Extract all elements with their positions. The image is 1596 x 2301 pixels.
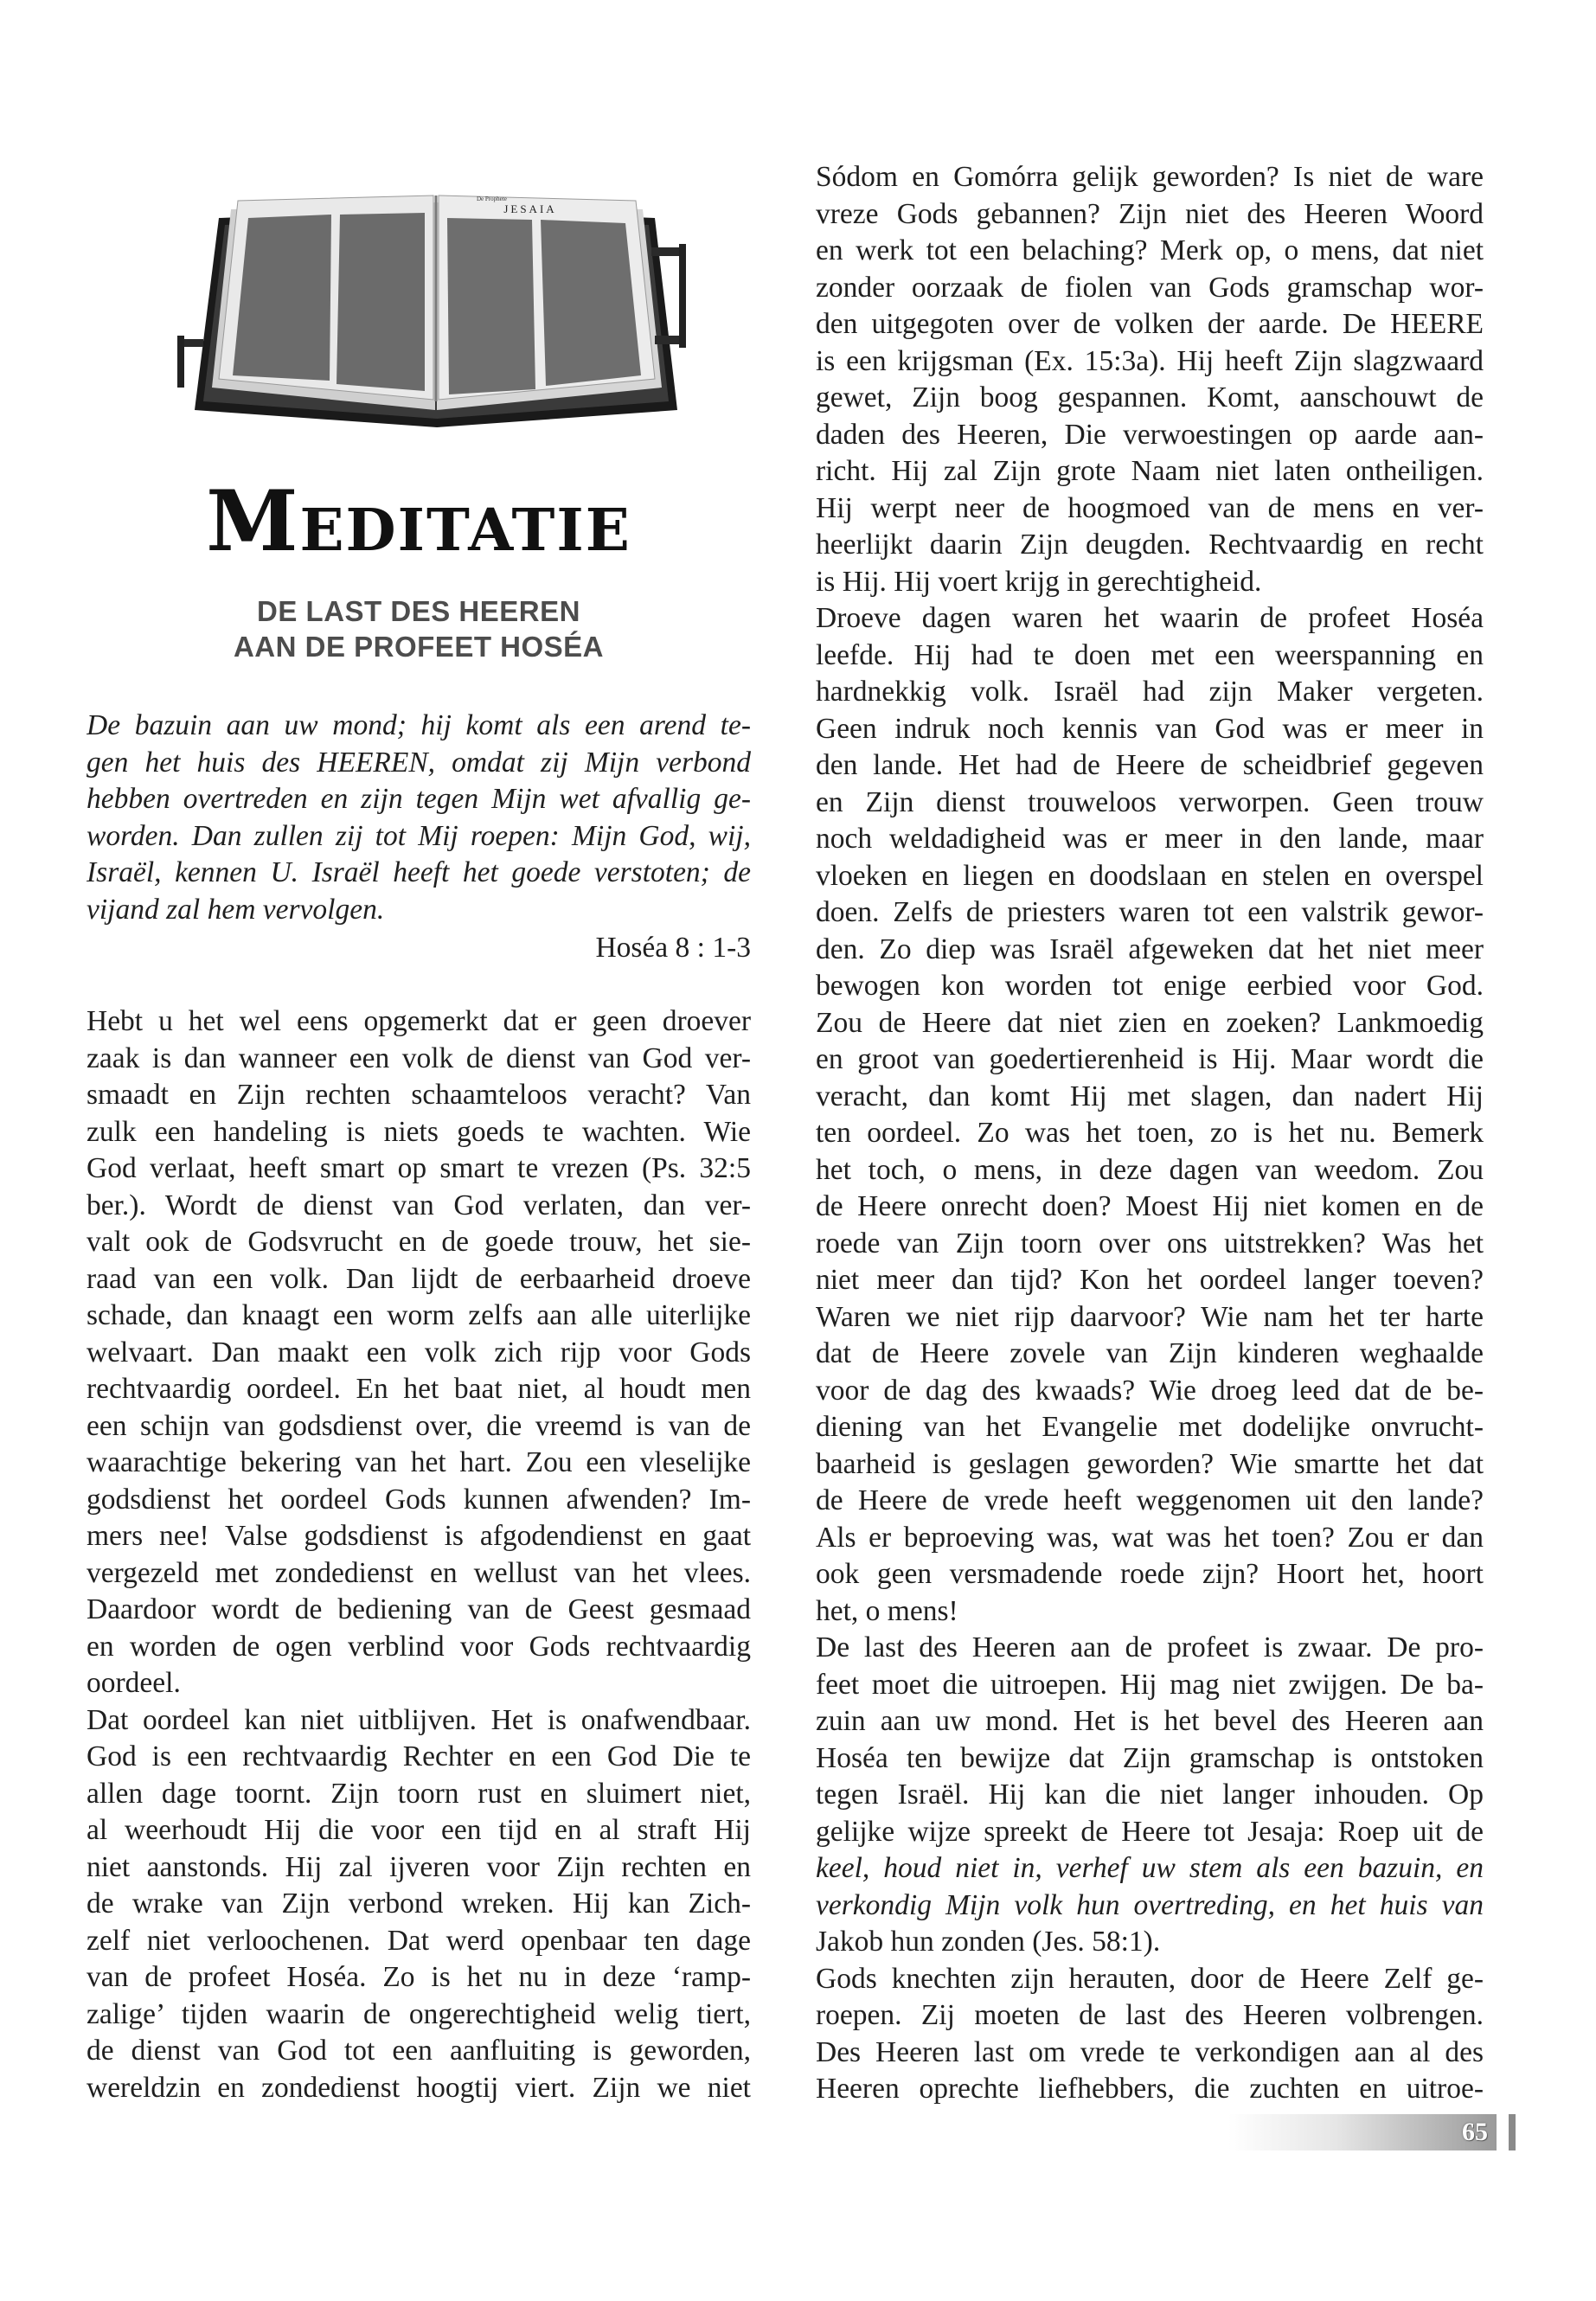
body-line: diening van het Evangelie met dodelijke onvrucht- (816, 1411, 1484, 1443)
body-line: het, o mens! (816, 1594, 958, 1627)
body-line: wereldzin en zondedienst hoogtij viert. Zijn we niet (87, 2071, 751, 2104)
body-line: een schijn van godsdienst over, die vreemd is van de (87, 1409, 751, 1442)
body-line: zelf niet verloochenen. Dat werd openbaar ten dage (87, 1924, 751, 1957)
body-line: Geen indruk noch kennis van God was er meer in (816, 712, 1484, 745)
body-line: doen. Zelfs de priesters waren tot een valstrik gewor- (816, 896, 1484, 928)
right-column-body (816, 159, 1484, 2108)
body-line: Gods knechten zijn herauten, door de Heere Zelf ge- (816, 1962, 1484, 1995)
body-line: valt ook de Godsvrucht en de goede trouw, het sie- (87, 1226, 751, 1258)
body-line: de dienst van God tot een aanfluiting is geworden, (87, 2035, 751, 2067)
left-column-body (87, 1003, 751, 2106)
page-number: 65 (1462, 2118, 1488, 2146)
body-line: voor de dag des kwaads? Wie droeg leed dat de be- (816, 1374, 1484, 1407)
body-line: dat de Heere zovele van Zijn kinderen weghaalde (816, 1337, 1484, 1369)
body-line: gelijke wijze spreekt de Heere tot Jesaja: Roep uit de (816, 1815, 1484, 1848)
body-line: mers nee! Valse godsdienst is afgodendienst en gaat (87, 1520, 751, 1552)
body-line: Als er beproeving was, wat was het toen? Zou er dan (816, 1521, 1484, 1554)
body-line: Zou de Heere dat niet zien en zoeken? Lankmoedig (816, 1006, 1484, 1039)
body-line: raad van een volk. Dan lijdt de eerbaarheid droeve (87, 1262, 751, 1295)
subtitle-line-1: DE LAST DES HEEREN (257, 595, 580, 627)
body-line: rechtvaardig oordeel. En het baat niet, al houdt men (87, 1373, 751, 1405)
body-line: waarachtige bekering van het hart. Zou een vleselijke (87, 1446, 751, 1478)
body-line: Sódom en Gomórra gelijk geworden? Is niet de ware (816, 161, 1484, 193)
body-line: zonder oorzaak de fiolen van Gods gramschap wor- (816, 271, 1484, 304)
body-line: daden des Heeren, Die verwoestingen op aarde aan- (816, 418, 1484, 451)
body-line: al weerhoudt Hij die voor een tijd en al straft Hij (87, 1814, 751, 1846)
quote-line: vijand zal hem vervolgen. (87, 893, 385, 926)
body-line: Droeve dagen waren het waarin de profeet Hoséa (816, 602, 1484, 634)
body-line: is een krijgsman (Ex. 15:3a). Hij heeft Zijn slagzwaard (816, 344, 1484, 377)
body-line: Hebt u het wel eens opgemerkt dat er geen droever (87, 1005, 751, 1037)
body-line: schade, dan knaagt een worm zelfs aan alle uiterlijke (87, 1299, 751, 1331)
scripture-reference: Hoséa 8 : 1-3 (595, 932, 751, 964)
quote-line: gen het huis des HEEREN, omdat zij Mijn verbond (87, 746, 751, 779)
body-line: niet aanstonds. Hij zal ijveren voor Zijn rechten en (87, 1850, 751, 1883)
body-line: zulk een handeling is niets goeds te wachten. Wie (87, 1115, 751, 1148)
body-line: leefde. Hij had te doen met een weerspanning en (816, 638, 1484, 671)
body-line: Hoséa ten bewijze dat Zijn gramschap is ontstoken (816, 1741, 1484, 1774)
body-line: Hij werpt neer de hoogmoed van de mens en ver- (816, 491, 1484, 524)
body-line: en Zijn dienst trouweloos verworpen. Geen trouw (816, 785, 1484, 818)
footer-tick-mark (1509, 2114, 1516, 2150)
body-line: en groot van goedertierenheid is Hij. Maar wordt die (816, 1043, 1484, 1075)
body-line: De last des Heeren aan de profeet is zwaar. De pro- (816, 1631, 1484, 1663)
body-line: ten oordeel. Zo was het toen, zo is het nu. Bemerk (816, 1117, 1484, 1149)
quote-line: De bazuin aan uw mond; hij komt als een arend te- (87, 709, 751, 741)
body-line: vergezeld met zondedienst en wellust van het vlees. (87, 1556, 751, 1589)
body-line: Jakob hun zonden (Jes. 58:1). (816, 1926, 1161, 1958)
opening-quote (87, 708, 751, 928)
body-line: van de profeet Hoséa. Zo is het nu in deze ‘ramp- (87, 1961, 751, 1993)
body-line: hardnekkig volk. Israël had zijn Maker vergeten. (816, 676, 1484, 708)
body-line: Des Heeren last om vrede te verkondigen aan al des (816, 2035, 1484, 2068)
bible-running-head: De Prophete (477, 195, 507, 202)
quote-line: worden. Dan zullen zij tot Mij roepen: Mijn God, wij, (87, 819, 751, 852)
body-line: den lande. Het had de Heere de scheidbrief gegeven (816, 749, 1484, 781)
body-line: bewogen kon worden tot enige eerbied voor God. (816, 970, 1484, 1002)
body-line: richt. Hij zal Zijn grote Naam niet laten ontheiligen. (816, 455, 1484, 487)
quote-line: Israël, kennen U. Israël heeft het goede verstoten; de (87, 856, 751, 888)
body-line: den. Zo diep was Israël afgeweken dat het niet meer (816, 933, 1484, 965)
body-line: feet moet die uitroepen. Hij mag niet zwijgen. De ba- (816, 1668, 1484, 1701)
body-line: allen dage toornt. Zijn toorn rust en sluimert niet, (87, 1777, 751, 1810)
body-line: roepen. Zij moeten de last des Heeren volbrengen. (816, 1999, 1484, 2031)
body-line: baarheid is geslagen geworden? Wie smartte het dat (816, 1447, 1484, 1480)
body-line: smaadt en Zijn rechten schaamteloos veracht? Van (87, 1079, 751, 1111)
body-line: Daardoor wordt de bediening van de Geest gesmaad (87, 1593, 751, 1625)
body-line: is Hij. Hij voert krijg in gerechtigheid. (816, 565, 1262, 598)
body-line: God is een rechtvaardig Rechter en een God Die te (87, 1740, 751, 1772)
body-line: niet meer dan tijd? Kon het oordeel langer toeven? (816, 1264, 1484, 1296)
body-line: het toch, o mens, in deze dagen van weedom. Zou (816, 1153, 1484, 1186)
masthead-title: Meditatie (206, 472, 631, 570)
body-line: gewet, Zijn boog gespannen. Komt, aanschouwt de (816, 381, 1484, 413)
body-line: zalige’ tijden waarin de ongerechtigheid welig tiert, (87, 1997, 751, 2030)
body-line: vreze Gods gebannen? Zijn niet des Heeren Woord (816, 197, 1484, 230)
body-line: tegen Israël. Hij kan die niet langer inhouden. Op (816, 1779, 1484, 1811)
body-line: veracht, dan komt Hij met slagen, dan nadert Hij (816, 1080, 1484, 1112)
body-line: en werk tot een belaching? Merk op, o mens, dat niet (816, 234, 1484, 266)
body-line: verkondig Mijn volk hun overtreding, en het huis van (816, 1888, 1484, 1921)
body-line: de Heere onrecht doen? Moest Hij niet komen en de (816, 1190, 1484, 1222)
body-line: de Heere de vrede heeft weggenomen uit den lande? (816, 1484, 1484, 1516)
body-line: keel, houd niet in, verhef uw stem als een bazuin, en (816, 1852, 1484, 1884)
body-line: zuin aan uw mond. Het is het bevel des Heeren aan (816, 1705, 1484, 1737)
quote-reference (87, 930, 751, 967)
body-line: roede van Zijn toorn over ons uitstrekken? Was het (816, 1227, 1484, 1259)
body-line: vloeken en liegen en doodslaan en stelen en overspel (816, 859, 1484, 892)
body-line: en worden de ogen verblind voor Gods rechtvaardig (87, 1630, 751, 1663)
bible-page-heading: JESAIA (503, 202, 557, 215)
body-line: oordeel. (87, 1667, 181, 1699)
body-line: Waren we niet rijp daarvoor? Wie nam het ter harte (816, 1300, 1484, 1333)
body-line: ook geen versmadende roede zijn? Hoort het, hoort (816, 1558, 1484, 1590)
open-bible-illustration (177, 183, 688, 443)
body-line: zaak is dan wanneer een volk de dienst van God ver- (87, 1042, 751, 1074)
quote-line: hebben overtreden en zijn tegen Mijn wet afvallig ge- (87, 783, 751, 815)
body-line: God verlaat, heeft smart op smart te vrezen (Ps. 32:5 (87, 1152, 751, 1184)
body-line: noch weldadigheid was er meer in den lande, maar (816, 823, 1484, 855)
body-line: welvaart. Dan maakt een volk zich rijp voor Gods (87, 1336, 751, 1368)
body-line: heerlijkt daarin Zijn deugden. Rechtvaardig en recht (816, 529, 1484, 561)
body-line: ber.). Wordt de dienst van God verlaten, dan ver- (87, 1189, 751, 1221)
body-line: Dat oordeel kan niet uitblijven. Het is onafwendbaar. (87, 1703, 751, 1736)
body-line: de wrake van Zijn verbond wreken. Hij kan Zich- (87, 1888, 751, 1920)
subtitle-line-2: AAN DE PROFEET HOSÉA (233, 631, 605, 663)
body-line: den uitgegoten over de volken der aarde. De HEERE (816, 308, 1484, 340)
body-line: Heeren oprechte liefhebbers, die zuchten en uitroe- (816, 2073, 1484, 2105)
body-line: godsdienst het oordeel Gods kunnen afwenden? Im- (87, 1483, 751, 1516)
